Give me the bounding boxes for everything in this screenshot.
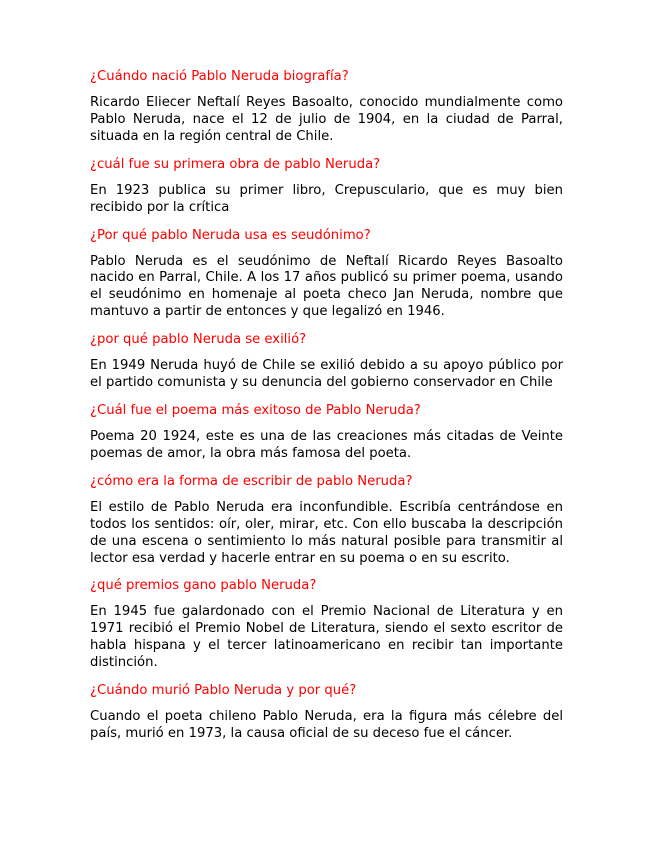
qa-death bbox=[90, 682, 563, 743]
qa-exile bbox=[90, 331, 563, 392]
qa-first-work bbox=[90, 156, 563, 217]
answer-paragraph: En 1923 publica su primer libro, Crepusculario, que es muy bien recibido por la crítica bbox=[90, 182, 563, 215]
question-heading: ¿cómo era la forma de escribir de pablo Neruda? bbox=[90, 473, 413, 489]
question-heading: ¿Cuándo murió Pablo Neruda y por qué? bbox=[90, 683, 357, 699]
answer-paragraph: Cuando el poeta chileno Pablo Neruda, era la figura más célebre del país, murió en 1973, la causa oficial de su deceso fue el cáncer. bbox=[90, 709, 563, 741]
qa-famous-poem bbox=[90, 402, 563, 463]
answer-paragraph: Ricardo Eliecer Neftalí Reyes Basoalto, conocido mundialmente como Pablo Neruda, nace el 12 de julio de 1904, en la ciudad de Parral, situada en la región central de Chile. bbox=[90, 95, 563, 144]
question-heading: ¿Cuándo nació Pablo Neruda biografía? bbox=[90, 69, 349, 84]
question-heading: ¿qué premios gano pablo Neruda? bbox=[90, 578, 317, 594]
answer-paragraph: Pablo Neruda es el seudónimo de Neftalí Ricardo Reyes Basoalto nacido en Parral, Chile. A los 17 años publicó su primer poema, usando el seudónimo en homenaje al poeta checo Jan Neruda, nombre que mantuvo a partir de entonces y que legalizó en 1946. bbox=[90, 253, 563, 320]
answer-paragraph: El estilo de Pablo Neruda era inconfundible. Escribía centrándose en todos los sentidos: oír, oler, mirar, etc. Con ello buscaba la descripción de una escena o sentimiento lo más natural posible para transmitir al lector esa verdad y hacerle entrar en su poema o en su escrito. bbox=[90, 499, 563, 566]
answer-paragraph: En 1949 Neruda huyó de Chile se exilió debido a su apoyo público por el partido comunista y su denuncia del gobierno conservador en Chile bbox=[90, 358, 563, 391]
question-heading: ¿Cuál fue el poema más exitoso de Pablo Neruda? bbox=[90, 402, 421, 418]
qa-awards bbox=[90, 577, 563, 672]
answer-paragraph: Poema 20 1924, este es una de las creaciones más citadas de Veinte poemas de amor, la obra más famosa del poeta. bbox=[90, 428, 563, 461]
qa-writing-style bbox=[90, 473, 563, 568]
question-heading: ¿Por qué pablo Neruda usa es seudónimo? bbox=[90, 227, 371, 243]
qa-birth bbox=[90, 68, 563, 146]
qa-pseudonym bbox=[90, 227, 563, 322]
question-heading: ¿cuál fue su primera obra de pablo Neruda? bbox=[90, 156, 381, 172]
document-page bbox=[90, 68, 563, 753]
answer-paragraph: En 1945 fue galardonado con el Premio Nacional de Literatura y en 1971 recibió el Premio Nobel de Literatura, siendo el sexto escritor de habla hispana y el tercer latinoamericano en recibir tan importante distinción. bbox=[90, 604, 563, 671]
question-heading: ¿por qué pablo Neruda se exilió? bbox=[90, 332, 307, 348]
